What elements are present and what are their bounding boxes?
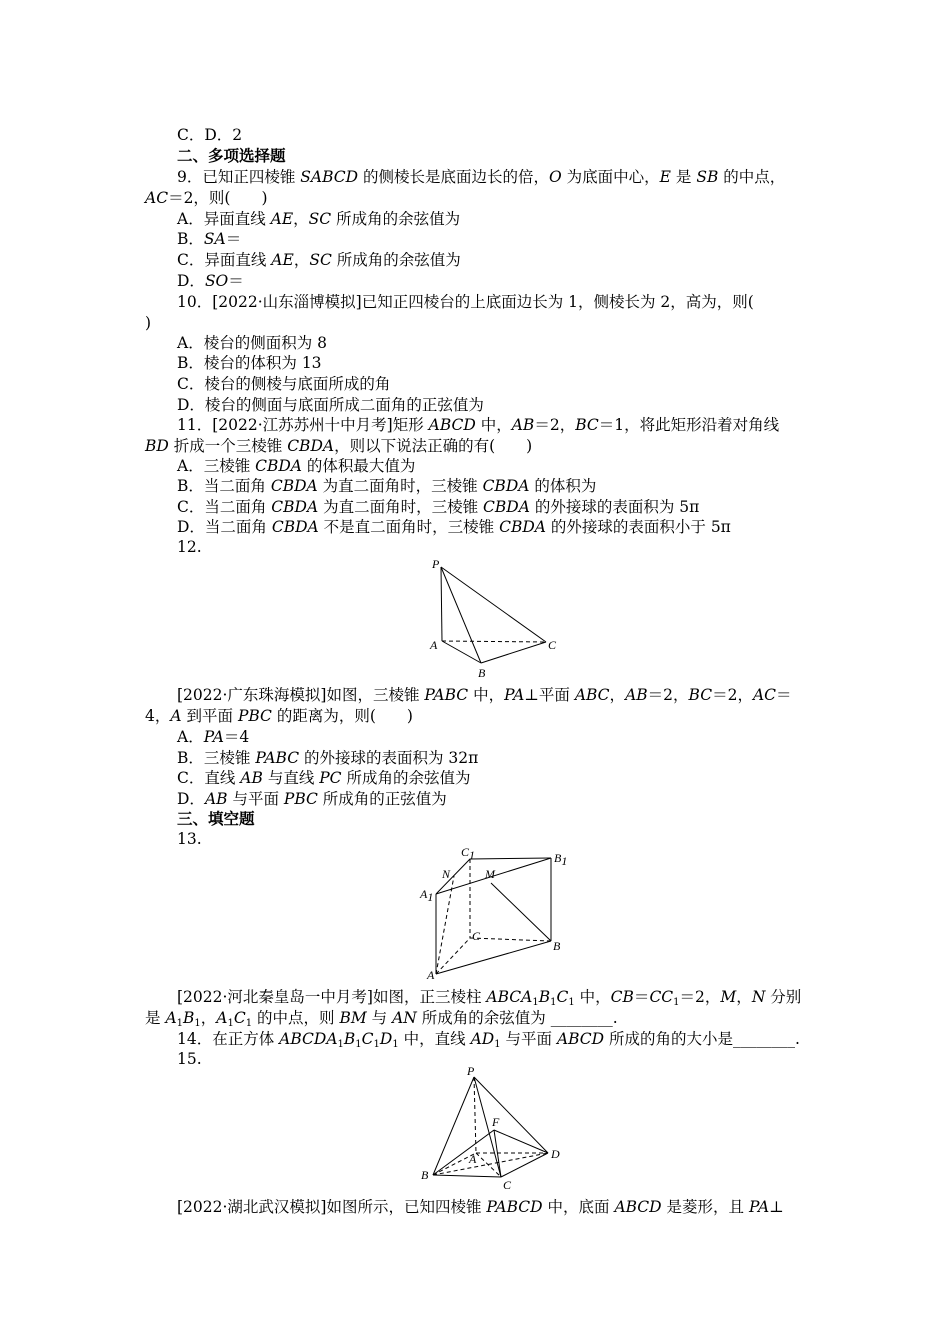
q13-number: 13. (177, 830, 202, 848)
q10-option-b: B．棱台的体积为 13 (177, 354, 322, 372)
q10-option-d: D．棱台的侧面与底面所成二面角的正弦值为 (177, 396, 484, 414)
q13-label-b: B (553, 939, 561, 953)
q12-label-a: A (430, 638, 438, 652)
q15-label-d: D (551, 1147, 560, 1161)
q11-option-a: A．三棱锥 CBDA 的体积最大值为 (177, 457, 416, 475)
section-multi-choice-heading: 二、多项选择题 (177, 146, 286, 165)
q13-label-c1: C1 (461, 845, 476, 862)
q13-stem-line1: [2022·河北秦皇岛一中月考]如图，正三棱柱 $ABCA_1B_1C_1$ 中，$CB=CC_1=2$，M，N 分别 (177, 988, 802, 1008)
q11-option-d: D．当二面角 CBDA 不是直二面角时，三棱锥 CBDA 的外接球的表面积小于 5π (177, 518, 731, 536)
q12-stem-line1: [2022·广东珠海模拟]如图，三棱锥 PABC 中，PA⊥平面 ABC，AB＝2，BC＝2，AC＝ (177, 686, 792, 704)
q12-option-c: C．直线 AB 与直线 PC 所成角的余弦值为 (177, 769, 471, 787)
q9-option-c: C．异面直线 AE，SC 所成角的余弦值为 (177, 251, 461, 269)
q11-stem-line2: BD 折成一个三棱锥 CBDA，则以下说法正确的有( ) (145, 437, 533, 455)
q13-label-a: A (427, 968, 435, 982)
q12-pyramid-figure (420, 555, 570, 680)
q13-label-m: M (485, 867, 495, 881)
q15-label-p: P (467, 1064, 475, 1078)
q11-stem-line1: 11．[2022·江苏苏州十中月考]矩形 ABCD 中，AB＝2，BC＝1，将此矩形沿着对角线 (177, 416, 780, 434)
section-fill-in-heading: 三、填空题 (177, 809, 255, 828)
q8-options-cd: C．D．2 (177, 126, 243, 144)
q9-stem-line1: 9．已知正四棱锥 SABCD 的侧棱长是底面边长的倍，O 为底面中心，E 是 SB 的中点， (177, 168, 786, 186)
q11-option-b: B．当二面角 CBDA 为直二面角时，三棱锥 CBDA 的体积为 (177, 477, 597, 495)
q14-stem: 14．在正方体 $ABCDA_1B_1C_1D_1$ 中，直线 $AD_1$ 与平面 ABCD 所成的角的大小是________. (177, 1030, 800, 1050)
q12-label-p: P (432, 557, 440, 571)
q12-option-a: A．PA＝4 (177, 728, 250, 746)
q9-stem-line2: AC＝2，则( ) (145, 189, 268, 207)
q9-option-b: B．SA＝ (177, 230, 242, 248)
q15-label-b: B (421, 1168, 429, 1182)
q9-option-d: D．SO＝ (177, 272, 244, 290)
q12-label-c: C (548, 638, 557, 652)
q15-stem-line1: [2022·湖北武汉模拟]如图所示，已知四棱锥 PABCD 中，底面 ABCD 是菱形，且 PA⊥ (177, 1198, 784, 1216)
q13-prism-figure (415, 842, 575, 982)
q15-number: 15. (177, 1050, 202, 1068)
q13-stem-line2: 是 $A_1B_1$，$A_1C_1$ 的中点，则 BM 与 AN 所成角的余弦值为 ________. (145, 1009, 618, 1029)
q12-number: 12. (177, 538, 202, 556)
q10-option-a: A．棱台的侧面积为 8 (177, 334, 327, 352)
q12-option-d: D．AB 与平面 PBC 所成角的正弦值为 (177, 790, 447, 808)
q11-option-c: C．当二面角 CBDA 为直二面角时，三棱锥 CBDA 的外接球的表面积为 5π (177, 498, 700, 516)
q15-label-f: F (492, 1115, 500, 1129)
q15-label-a: A (469, 1152, 477, 1166)
q13-label-c: C (472, 929, 481, 943)
q12-stem-line2: 4，A 到平面 PBC 的距离为，则( ) (145, 707, 413, 725)
q12-option-b: B．三棱锥 PABC 的外接球的表面积为 32π (177, 749, 479, 767)
q10-stem: 10．[2022·山东淄博模拟]已知正四棱台的上底面边长为 1，侧棱长为 2，高为，则( (177, 293, 754, 311)
q10-option-c: C．棱台的侧棱与底面所成的角 (177, 375, 391, 393)
q13-label-b1: B1 (554, 851, 568, 868)
q15-pyramid-figure (418, 1064, 568, 1192)
q12-label-b: B (478, 666, 486, 680)
q9-option-a: A．异面直线 AE，SC 所成角的余弦值为 (177, 210, 461, 228)
q13-label-n: N (442, 867, 451, 881)
q10-stem-close: ) (145, 314, 152, 332)
q15-label-c: C (503, 1178, 512, 1192)
q13-label-a1: A1 (420, 887, 434, 904)
